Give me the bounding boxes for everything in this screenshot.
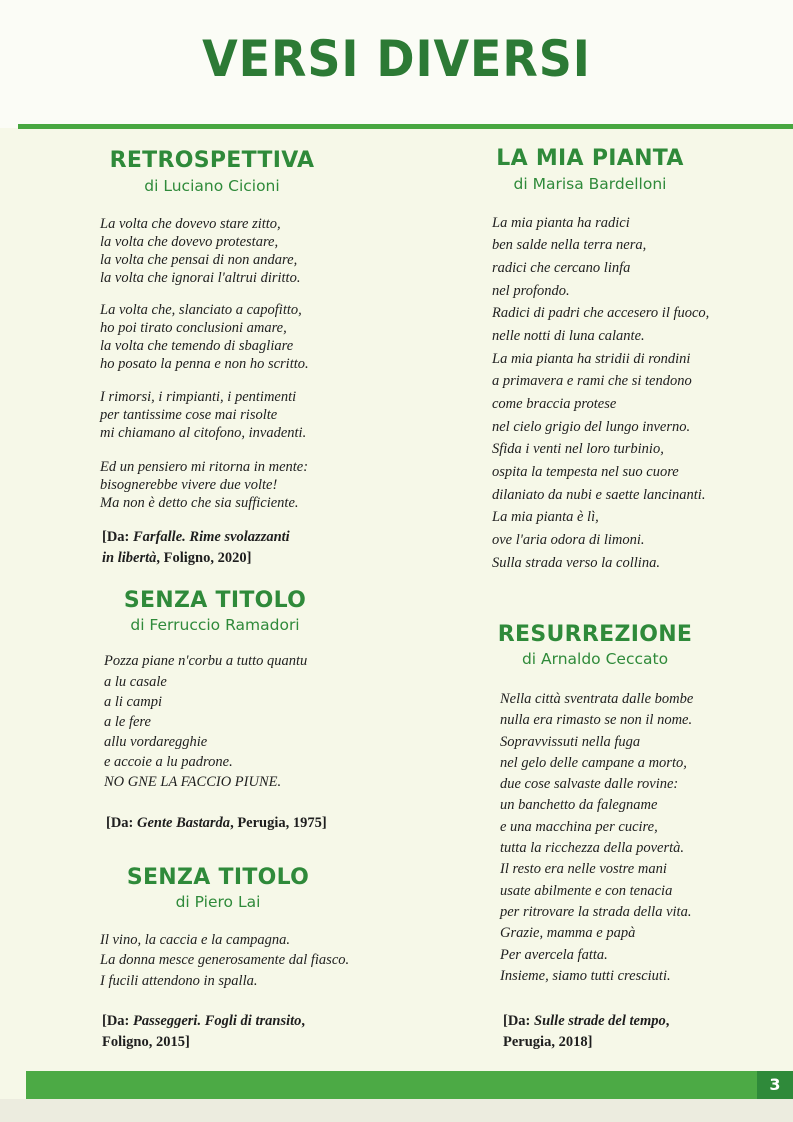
verse-line: nel profondo. bbox=[492, 283, 570, 299]
poem-source bbox=[102, 527, 290, 569]
verse-line: Insieme, siamo tutti cresciuti. bbox=[500, 968, 671, 984]
source-suffix: , Perugia, 1975] bbox=[230, 815, 327, 831]
verse-line: la volta che dovevo protestare, bbox=[100, 234, 279, 250]
verse-line: a le fere bbox=[104, 714, 151, 730]
verse-line: La volta che, slanciato a capofitto, bbox=[100, 302, 302, 318]
source-suffix: , bbox=[301, 1013, 306, 1029]
source-book: Gente Bastarda bbox=[137, 815, 231, 831]
verse-line: La donna mesce generosamente dal fiasco. bbox=[100, 952, 350, 968]
verse-line: e una macchina per cucire, bbox=[500, 819, 658, 835]
source-book-cont: in libertà bbox=[102, 550, 157, 566]
source-prefix: [Da: bbox=[102, 1013, 134, 1029]
title-divider bbox=[18, 124, 793, 129]
page-title: VERSI DIVERSI bbox=[202, 30, 591, 88]
verse-line: ove l'aria odora di limoni. bbox=[492, 532, 645, 548]
verse-line: a primavera e rami che si tendono bbox=[492, 373, 692, 389]
poem-title: RESURREZIONE bbox=[497, 622, 693, 647]
verse-line: La mia pianta ha radici bbox=[492, 215, 630, 231]
verse-line: mi chiamano al citofono, invadenti. bbox=[100, 425, 307, 441]
source-line2: Perugia, 2018] bbox=[503, 1034, 593, 1050]
verse-line: per tantissime cose mai risolte bbox=[100, 407, 278, 423]
verse-line: Sulla strada verso la collina. bbox=[492, 555, 660, 571]
verse-line: NO GNE LA FACCIO PIUNE. bbox=[104, 774, 282, 790]
verse-line: allu vordaregghie bbox=[104, 734, 208, 750]
verse-line: ho poi tirato conclusioni amare, bbox=[100, 320, 287, 336]
verse-line: e accoie a lu padrone. bbox=[104, 754, 233, 770]
source-suffix: , Foligno, 2020] bbox=[156, 550, 252, 566]
poem-title: LA MIA PIANTA bbox=[496, 146, 684, 171]
verse-line: Grazie, mamma e papà bbox=[500, 925, 636, 941]
verse-line: un banchetto da falegname bbox=[500, 797, 658, 813]
poem-source bbox=[102, 1011, 305, 1053]
page-edge bbox=[0, 1099, 793, 1122]
poem-source bbox=[503, 1011, 669, 1053]
verse-line: nel cielo grigio del lungo inverno. bbox=[492, 419, 691, 435]
verse-line: nulla era rimasto se non il nome. bbox=[500, 712, 693, 728]
poem-author: di Ferruccio Ramadori bbox=[130, 616, 300, 634]
verse-line: la volta che pensai di non andare, bbox=[100, 252, 298, 268]
source-book: Passeggeri. Fogli di transito bbox=[133, 1013, 302, 1029]
verse-line: radici che cercano linfa bbox=[492, 260, 631, 276]
verse-line: Ma non è detto che sia sufficiente. bbox=[100, 495, 299, 511]
verse-line: Sopravvissuti nella fuga bbox=[500, 734, 641, 750]
verse-line: a li campi bbox=[104, 694, 162, 710]
verse-line: Per avercela fatta. bbox=[500, 947, 608, 963]
verse-line: come braccia protese bbox=[492, 396, 617, 412]
poem-title: RETROSPETTIVA bbox=[109, 148, 315, 173]
verse-line: nelle notti di luna calante. bbox=[492, 328, 645, 344]
verse-line: a lu casale bbox=[104, 674, 167, 690]
verse-line: Radici di padri che accesero il fuoco, bbox=[492, 305, 710, 321]
verse-line: dilaniato da nubi e saette lancinanti. bbox=[492, 487, 706, 503]
verse-line: ho posato la penna e non ho scritto. bbox=[100, 356, 309, 372]
verse-line: Nella città sventrata dalle bombe bbox=[500, 691, 694, 707]
verse-line: Sfida i venti nel loro turbinio, bbox=[492, 441, 664, 457]
verse-line: I rimorsi, i rimpianti, i pentimenti bbox=[100, 389, 297, 405]
verse-line: ospita la tempesta nel suo cuore bbox=[492, 464, 679, 480]
source-line2: Foligno, 2015] bbox=[102, 1034, 190, 1050]
verse-line: bisognerebbe vivere due volte! bbox=[100, 477, 278, 493]
poem-title: SENZA TITOLO bbox=[126, 865, 310, 890]
verse-line: La mia pianta è lì, bbox=[492, 509, 599, 525]
poem-author: di Luciano Cicioni bbox=[144, 177, 280, 195]
verse-line: due cose salvaste dalle rovine: bbox=[500, 776, 679, 792]
poem-author: di Marisa Bardelloni bbox=[513, 175, 667, 193]
verse-line: nel gelo delle campane a morto, bbox=[500, 755, 687, 771]
poem-author: di Piero Lai bbox=[175, 893, 261, 911]
verse-line: per ritrovare la strada della vita. bbox=[500, 904, 692, 920]
verse-line: ben salde nella terra nera, bbox=[492, 237, 647, 253]
source-prefix: [Da: bbox=[102, 529, 134, 545]
verse-line: la volta che temendo di sbagliare bbox=[100, 338, 294, 354]
source-prefix: [Da: bbox=[106, 815, 138, 831]
source-book: Sulle strade del tempo bbox=[534, 1013, 666, 1029]
verse-line: usate abilmente e con tenacia bbox=[500, 883, 673, 899]
source-prefix: [Da: bbox=[503, 1013, 535, 1029]
source-suffix: , bbox=[665, 1013, 670, 1029]
verse-line: Ed un pensiero mi ritorna in mente: bbox=[100, 459, 309, 475]
source-book: Farfalle. Rime svolazzanti bbox=[133, 529, 290, 545]
poem-author: di Arnaldo Ceccato bbox=[521, 650, 669, 668]
poem-title: SENZA TITOLO bbox=[123, 588, 307, 613]
verse-line: la volta che ignorai l'altrui diritto. bbox=[100, 270, 301, 286]
verse-line: Pozza piane n'corbu a tutto quantu bbox=[104, 653, 308, 669]
verse-line: I fucili attendono in spalla. bbox=[100, 973, 258, 989]
verse-line: tutta la ricchezza della povertà. bbox=[500, 840, 685, 856]
verse-line: Il vino, la caccia e la campagna. bbox=[100, 932, 291, 948]
verse-line: La mia pianta ha stridii di rondini bbox=[492, 351, 691, 367]
page-number: 3 bbox=[757, 1071, 793, 1099]
verse-line: La volta che dovevo stare zitto, bbox=[100, 216, 281, 232]
poem-source bbox=[106, 813, 327, 834]
verse-line: Il resto era nelle vostre mani bbox=[500, 861, 667, 877]
footer-bar bbox=[26, 1071, 757, 1099]
